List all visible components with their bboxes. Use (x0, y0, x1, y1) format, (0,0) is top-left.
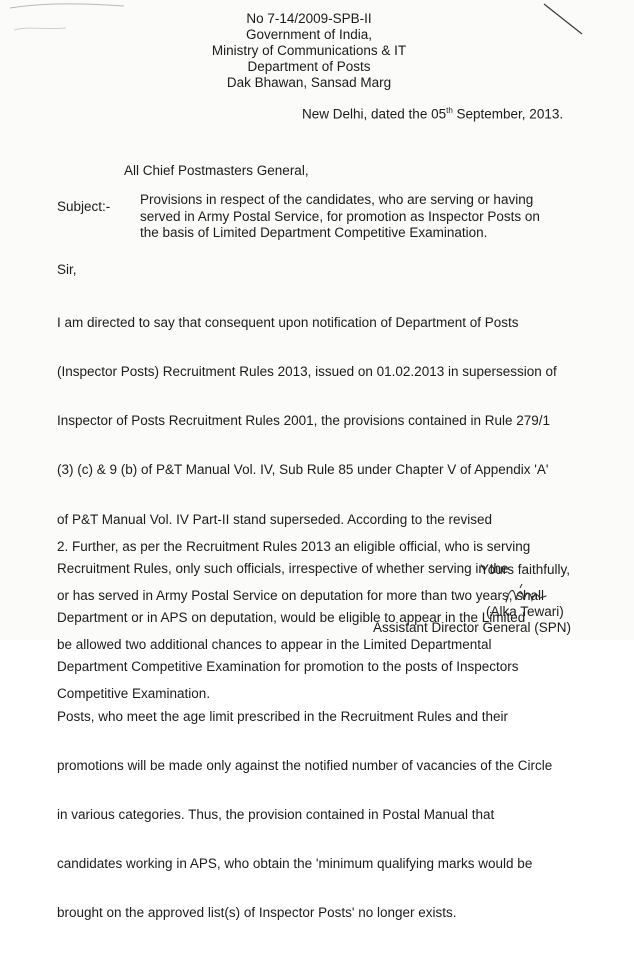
dateline (302, 106, 563, 122)
subject-line: Provisions in respect of the candidates, who are serving or having (140, 192, 534, 207)
paragraph-line: 2. Further, as per the Recruitment Rules 2013 an eligible official, who is serving (57, 538, 531, 554)
signatory-title: Assistant Director General (SPN) (373, 620, 572, 635)
paragraph-line: brought on the approved list(s) of Inspector Posts' no longer exists. (57, 905, 457, 921)
paragraph-line: in various categories. Thus, the provision contained in Postal Manual that (57, 807, 495, 822)
paragraph-line: (Inspector Posts) Recruitment Rules 2013, issued on 01.02.2013 in supersession of (57, 364, 557, 380)
subject-line: served in Army Postal Service, for promotion as Inspector Posts on (140, 208, 540, 224)
paragraph-line: Inspector of Posts Recruitment Rules 2001, the provisions contained in Rule 279/1 (57, 413, 551, 429)
ministry-line: Ministry of Communications & IT (211, 43, 407, 58)
subject-text (140, 192, 570, 242)
letter-header (210, 11, 408, 91)
paragraph-line: of P&T Manual Vol. IV Part-II stand superseded. According to the revised (57, 511, 492, 527)
closing: Yours faithfully, (480, 562, 571, 577)
paragraph-line: Competitive Examination. (57, 686, 211, 702)
dateline-sup: th (446, 106, 453, 115)
government-line: Government of India, (245, 27, 373, 42)
pen-mark-stroke (534, 0, 594, 40)
paragraph-line: candidates working in APS, who obtain the 'minimum qualifying marks would be (57, 856, 533, 872)
addressee: All Chief Postmasters General, (124, 163, 309, 178)
subject-line: the basis of Limited Department Competitive Examination. (140, 225, 488, 240)
dateline-suffix: September, 2013. (452, 106, 564, 122)
signatory-name: (Alka Tewari) (486, 604, 564, 619)
paragraph-line: or has served in Army Postal Service on deputation for more than two years, shall (57, 588, 544, 604)
pen-mark-scribble (6, 0, 126, 40)
paragraph-line: I am directed to say that consequent upon notification of Department of Posts (57, 314, 519, 330)
address-line: Dak Bhawan, Sansad Marg (226, 75, 392, 90)
subject-label: Subject:- (57, 199, 111, 214)
paragraph-line: Recruitment Rules, only such officials, irrespective of whether serving in the (57, 560, 509, 576)
paragraph-line: Department or in APS on deputation, would be eligible to appear in the Limited (57, 610, 526, 626)
paragraph-line: Department Competitive Examination for promotion to the posts of Inspectors (57, 659, 519, 675)
salutation: Sir, (57, 262, 77, 277)
dateline-prefix: New Delhi, dated the 05 (302, 106, 447, 122)
paragraph-line: (3) (c) & 9 (b) of P&T Manual Vol. IV, Sub Rule 85 under Chapter V of Appendix 'A' (57, 462, 549, 478)
paragraph-line: be allowed two additional chances to appear in the Limited Departmental (57, 637, 492, 653)
paragraph-line: Posts, who meet the age limit prescribed in the Recruitment Rules and their (57, 708, 508, 724)
file-number: No 7-14/2009-SPB-II (246, 11, 372, 26)
department-line: Department of Posts (247, 59, 371, 74)
paragraph-line: promotions will be made only against the notified number of vacancies of the Circle (57, 757, 553, 773)
